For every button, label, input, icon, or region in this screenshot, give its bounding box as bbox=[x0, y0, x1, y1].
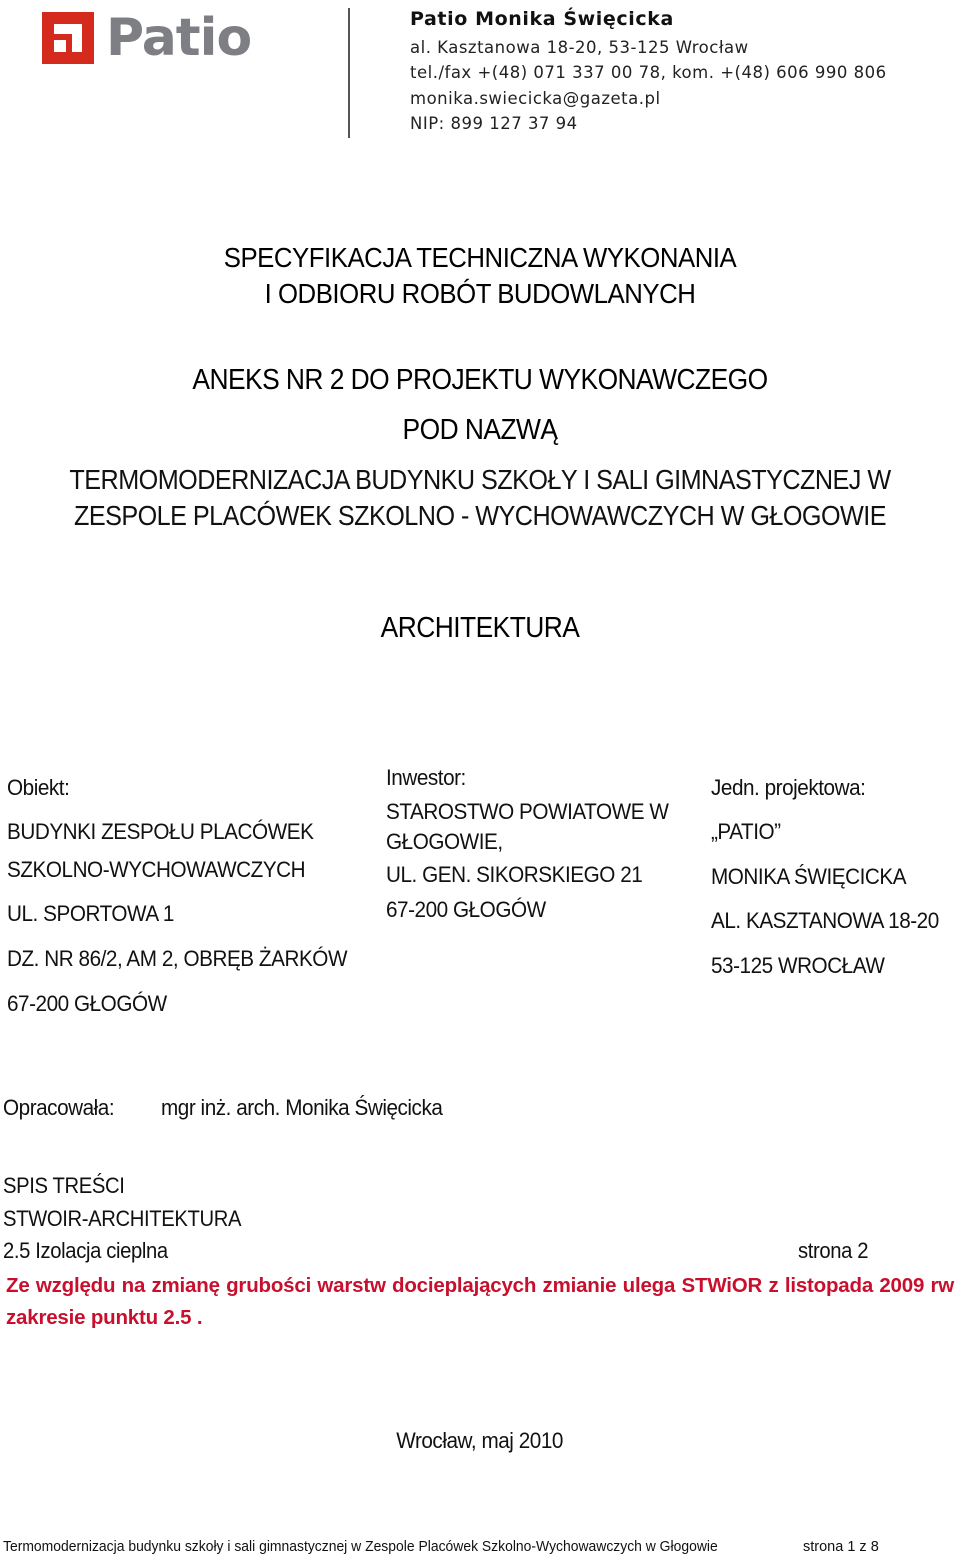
jednostka-line3: AL. KASZTANOWA 18-20 bbox=[711, 908, 939, 933]
obiekt-line5: 67-200 GŁOGÓW bbox=[7, 991, 167, 1016]
company-nip: NIP: 899 127 37 94 bbox=[410, 114, 578, 133]
toc-item-label: 2.5 Izolacja cieplna bbox=[3, 1238, 168, 1263]
author-label: Opracowała: bbox=[3, 1095, 115, 1120]
project-block-1 bbox=[0, 464, 960, 496]
company-email: monika.swiecicka@gazeta.pl bbox=[410, 89, 661, 108]
toc-title: SPIS TREŚCI bbox=[3, 1173, 125, 1198]
title-block-2 bbox=[0, 278, 960, 310]
branch-title: ARCHITEKTURA bbox=[380, 612, 580, 644]
place-date: Wrocław, maj 2010 bbox=[396, 1428, 564, 1453]
header-divider bbox=[348, 8, 350, 138]
obiekt-line3: UL. SPORTOWA 1 bbox=[7, 901, 174, 926]
toc-item-page: strona 2 bbox=[798, 1238, 869, 1263]
obiekt-line1: BUDYNKI ZESPOŁU PLACÓWEK bbox=[7, 819, 314, 844]
place-date-block bbox=[0, 1428, 960, 1454]
jednostka-label: Jedn. projektowa: bbox=[711, 775, 866, 800]
company-address: al. Kasztanowa 18-20, 53-125 Wrocław bbox=[410, 38, 749, 57]
jednostka-line4: 53-125 WROCŁAW bbox=[711, 953, 885, 978]
company-name: Patio Monika Święcicka bbox=[410, 8, 674, 30]
obiekt-label: Obiekt: bbox=[7, 775, 70, 800]
inwestor-line4: 67-200 GŁOGÓW bbox=[386, 897, 546, 922]
inwestor-label: Inwestor: bbox=[386, 765, 466, 790]
patio-logo-icon bbox=[42, 12, 94, 64]
company-phone: tel./fax +(48) 071 337 00 78, kom. +(48) 606 990 806 bbox=[410, 63, 887, 82]
obiekt-line4: DZ. NR 86/2, AM 2, OBRĘB ŻARKÓW bbox=[7, 946, 348, 971]
inwestor-line3: UL. GEN. SIKORSKIEGO 21 bbox=[386, 862, 643, 887]
pod-nazwa-block bbox=[0, 414, 960, 447]
footer-text: Termomodernizacja budynku szkoły i sali gimnastycznej w Zespole Placówek Szkolno-Wychowawczych w Głogowie bbox=[3, 1539, 718, 1555]
project-name-line1: TERMOMODERNIZACJA BUDYNKU SZKOŁY I SALI GIMNASTYCZNEJ W bbox=[69, 464, 891, 495]
title-block-1 bbox=[0, 242, 960, 274]
doc-title-line1: SPECYFIKACJA TECHNICZNA WYKONANIA bbox=[223, 242, 737, 273]
aneks-title: ANEKS NR 2 DO PROJEKTU WYKONAWCZEGO bbox=[192, 364, 768, 396]
doc-title-line2: I ODBIORU ROBÓT BUDOWLANYCH bbox=[264, 278, 696, 309]
jednostka-line2: MONIKA ŚWIĘCICKA bbox=[711, 864, 907, 889]
inwestor-line1: STAROSTWO POWIATOWE W bbox=[386, 799, 669, 824]
obiekt-line2: SZKOLNO-WYCHOWAWCZYCH bbox=[7, 857, 306, 882]
branch-block bbox=[0, 612, 960, 645]
pod-nazwa: POD NAZWĄ bbox=[402, 414, 558, 446]
project-block-2 bbox=[0, 500, 960, 532]
change-note: Ze względu na zmianę grubości warstw docieplających zmianie ulega STWiOR z listopada 2009 rw zakresie punktu 2.5 . bbox=[6, 1274, 954, 1329]
inwestor-line2: GŁOGOWIE, bbox=[386, 829, 503, 854]
aneks-block bbox=[0, 364, 960, 397]
author-name: mgr inż. arch. Monika Święcicka bbox=[161, 1095, 443, 1120]
footer-page: strona 1 z 8 bbox=[803, 1539, 879, 1555]
project-name-line2: ZESPOLE PLACÓWEK SZKOLNO - WYCHOWAWCZYCH W GŁOGOWIE bbox=[73, 500, 887, 531]
logo-text: Patio bbox=[106, 8, 252, 68]
jednostka-line1: „PATIO” bbox=[711, 819, 781, 844]
toc-section: STWOIR-ARCHITEKTURA bbox=[3, 1206, 242, 1231]
